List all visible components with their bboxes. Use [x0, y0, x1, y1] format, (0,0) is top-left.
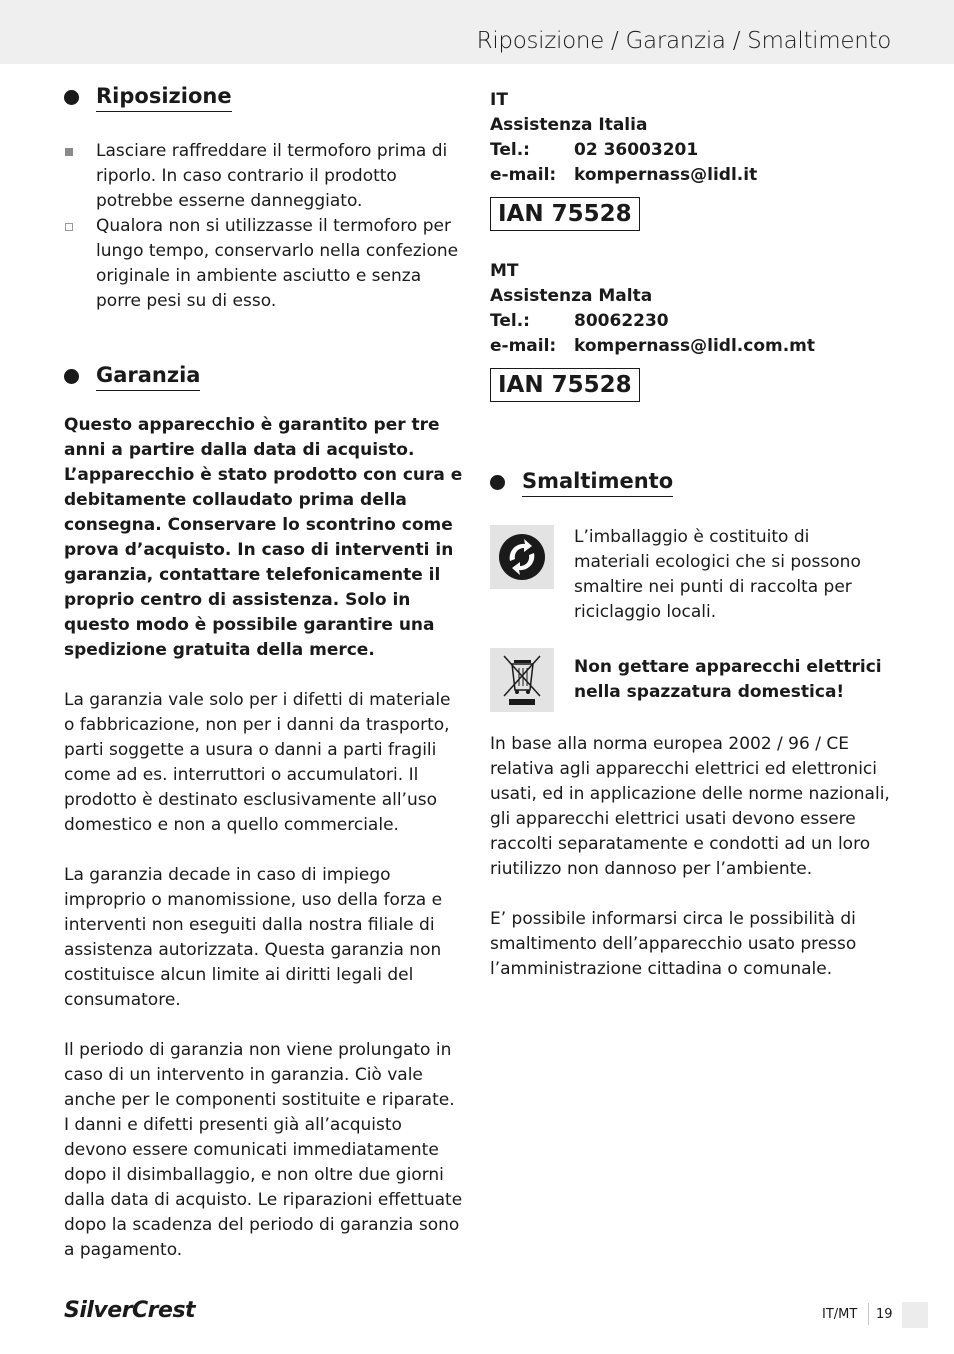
brand-logo: SilverCrest: [64, 1298, 196, 1323]
list-item: Qualora non si utilizzasse il termoforo per lungo tempo, conservarlo nella confezione originale in ambiente asciutto e senza porre pesi su di esso.: [64, 214, 464, 314]
page-number: 19: [876, 1307, 893, 1322]
riposizione-list: [64, 139, 464, 314]
footer-separator: [868, 1303, 869, 1325]
bullet-dot-icon: [490, 475, 505, 490]
disposal-paragraph: E’ possibile informarsi circa le possibilità di smaltimento dell’apparecchio usato presso l’amministrazione cittadina o comunale.: [490, 909, 857, 979]
email-address: kompernass@lidl.com.mt: [574, 336, 816, 356]
empty-square-bullet-icon: [65, 223, 73, 231]
warranty-paragraph: La garanzia vale solo per i difetti di materiale o fabbricazione, non per i danni da trasporto, parti soggette a usura o danni a parti fragili come ad es. interruttori o accumulatori. Il prodotto è destinato esclusivamente all’uso domestico e non a quello commerciale.: [64, 690, 451, 835]
contact-block-it: IT Assistenza Italia Tel.: 02 36003201 e-mail: kompernass@lidl.it IAN 75528: [490, 88, 890, 231]
warranty-bold-paragraph: Questo apparecchio è garantito per tre anni a partire dalla data di acquisto. L’apparecchio è stato prodotto con cura e debitamente collaudato prima della consegna. Conservare lo scontrino come prova d’acquisto. In caso di interventi in garanzia, contattare telefonicamente il proprio centro di assistenza. Solo in questo modo è possibile garantire una spedizione gratuita della merce.: [64, 415, 463, 660]
contact-table: Tel.: 02 36003201 e-mail: kompernass@lidl.it: [490, 138, 757, 188]
phone-number: 80062230: [574, 311, 669, 331]
warranty-paragraph: Il periodo di garanzia non viene prolungato in caso di un intervento in garanzia. Ciò vale anche per le componenti sostituite e riparate. I danni e difetti presenti già all’acquisto devono essere comunicati immediatamente dopo il disimballaggio, e non oltre due giorni dalla data di acquisto. Le riparazioni effettuate dopo la scadenza del periodo di garanzia sono a pagamento.: [64, 1040, 463, 1260]
left-column: [64, 82, 464, 1263]
page-tab-marker: [902, 1302, 928, 1328]
crossed-out-wheelie-bin-icon: [490, 648, 554, 712]
ian-box: IAN 75528: [490, 197, 640, 231]
email-address: kompernass@lidl.it: [574, 165, 758, 185]
warranty-paragraph: La garanzia decade in caso di impiego improprio o manomissione, uso della forza e interventi non eseguiti dalla nostra filiale di assistenza autorizzata. Questa garanzia non costituisce alcun limite ai diritti legali del consumatore.: [64, 865, 443, 1010]
ian-box: IAN 75528: [490, 368, 640, 402]
green-dot-recycling-icon: [490, 525, 554, 589]
contact-table: Tel.: 80062230 e-mail: kompernass@lidl.com.mt: [490, 309, 815, 359]
packaging-text: L’imballaggio è costituito di materiali ecologici che si possono smaltire nei punti di raccolta per riciclaggio locali.: [574, 527, 861, 622]
section-heading-garanzia: Garanzia: [64, 361, 464, 391]
bullet-dot-icon: [64, 369, 79, 384]
section-heading-smaltimento: Smaltimento: [490, 467, 890, 497]
contact-block-mt: MT Assistenza Malta Tel.: 80062230 e-mail: kompernass@lidl.com.mt IAN 75528: [490, 259, 890, 402]
section-heading-riposizione: Riposizione: [64, 82, 464, 112]
packaging-row: [490, 525, 890, 625]
filled-square-bullet-icon: [65, 148, 73, 156]
right-column: [490, 88, 890, 982]
page-title: Riposizione / Garanzia / Smaltimento: [476, 28, 891, 54]
footer-language: IT/MT: [822, 1307, 858, 1322]
disposal-paragraph: In base alla norma europea 2002 / 96 / CE relativa agli apparecchi elettrici ed elettronici usati, ed in applicazione delle norme nazionali, gli apparecchi elettrici usati devono essere raccolti separatamente e condotti ad un loro riutilizzo non dannoso per l’ambiente.: [490, 734, 890, 879]
weee-row: [490, 648, 890, 712]
bullet-dot-icon: [64, 90, 79, 105]
weee-warning-text: Non gettare apparecchi elettrici nella spazzatura domestica!: [574, 657, 882, 702]
list-item: Lasciare raffreddare il termoforo prima di riporlo. In caso contrario il prodotto potrebbe esserne danneggiato.: [64, 139, 464, 214]
phone-number: 02 36003201: [574, 140, 699, 160]
